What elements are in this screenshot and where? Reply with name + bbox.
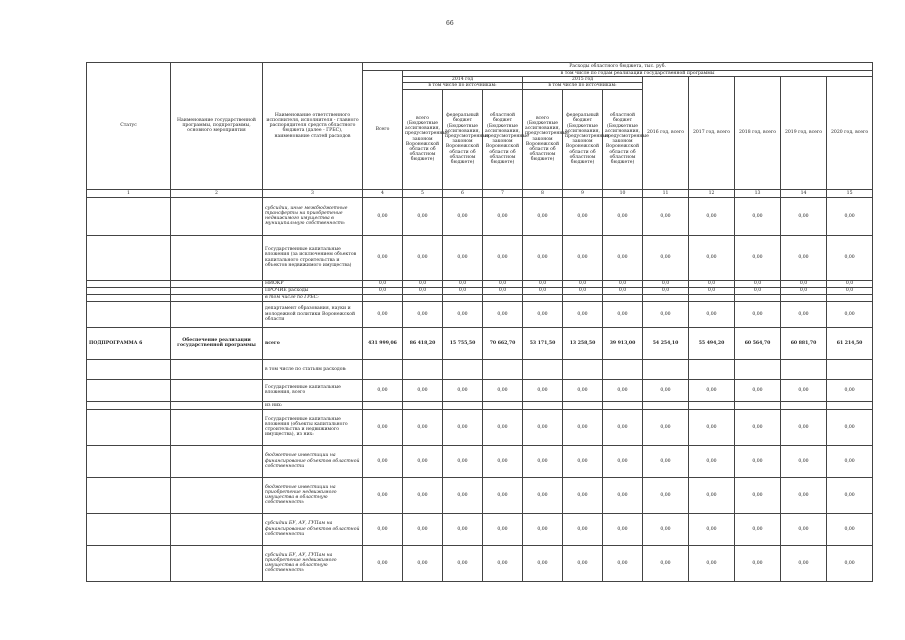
value-cell: 0,00: [483, 513, 523, 545]
value-cell: [563, 294, 603, 301]
value-cell: 0,00: [781, 445, 827, 477]
value-cell: 0,00: [689, 379, 735, 401]
status-cell: [87, 301, 171, 327]
value-cell: 0,00: [443, 409, 483, 445]
value-cell: [523, 401, 563, 409]
col-number: 3: [263, 189, 363, 197]
value-cell: 0,00: [735, 513, 781, 545]
value-cell: [781, 401, 827, 409]
expense-item-cell: субсидии, иные межбюджетные трансферты на приобретение недвижимого имущества в муниципальную собственность: [263, 197, 363, 235]
value-cell: 0,00: [689, 545, 735, 581]
value-cell: 0,0: [781, 280, 827, 287]
value-cell: 0,00: [563, 477, 603, 513]
value-cell: 0,00: [403, 379, 443, 401]
value-cell: 0,00: [483, 545, 523, 581]
value-cell: [827, 401, 873, 409]
value-cell: [603, 294, 643, 301]
expense-item-cell: Государственные капитальные вложения (за исключением объектов капитального строительства и объектов недвижимого имущества): [263, 235, 363, 280]
value-cell: 60 881,70: [781, 327, 827, 359]
value-cell: 0,00: [363, 477, 403, 513]
col-2014-regional-header: областной бюджет (Бюджетные ассигнования, предусмотренные законом Воронежской области об областном бюджете): [483, 89, 523, 189]
program-name-cell: [171, 545, 263, 581]
value-cell: 0,00: [523, 445, 563, 477]
program-name-cell: [171, 301, 263, 327]
table-row: [87, 327, 873, 359]
table-row: [87, 294, 873, 301]
status-cell: [87, 445, 171, 477]
value-cell: 0,00: [363, 197, 403, 235]
value-cell: 0,00: [643, 477, 689, 513]
col-number: 14: [781, 189, 827, 197]
col-number: 4: [363, 189, 403, 197]
value-cell: 0,00: [603, 235, 643, 280]
value-cell: 0,00: [827, 379, 873, 401]
expense-item-cell: из них:: [263, 401, 363, 409]
sources-2015-header: в том числе по источникам:: [523, 83, 643, 89]
table-row: [87, 235, 873, 280]
value-cell: 0,00: [403, 513, 443, 545]
value-cell: [643, 359, 689, 379]
value-cell: 0,0: [363, 287, 403, 294]
value-cell: [363, 359, 403, 379]
program-name-cell: [171, 287, 263, 294]
value-cell: 60 564,70: [735, 327, 781, 359]
value-cell: [483, 359, 523, 379]
value-cell: 53 171,50: [523, 327, 563, 359]
value-cell: 0,00: [735, 379, 781, 401]
value-cell: 0,00: [643, 409, 689, 445]
col-2015-total-header: всего (Бюджетные ассигнования, предусмотренные законом Воронежской области об областном бюджете): [523, 89, 563, 189]
expense-item-cell: в том числе по статьям расходов:: [263, 359, 363, 379]
value-cell: 0,00: [523, 477, 563, 513]
value-cell: 0,00: [603, 513, 643, 545]
value-cell: 0,00: [483, 197, 523, 235]
expense-item-cell: Государственные капитальные вложения, всего: [263, 379, 363, 401]
table-row: [87, 379, 873, 401]
col-total-header: Всего: [363, 71, 403, 190]
status-cell: [87, 545, 171, 581]
col-2015-federal-header: федеральный бюджет (Бюджетные ассигнования, предусмотренные законом Воронежской области об областном бюджете): [563, 89, 603, 189]
year-2014-header: 2014 год: [403, 77, 523, 83]
value-cell: 0,00: [403, 477, 443, 513]
value-cell: [563, 401, 603, 409]
col-number: 11: [643, 189, 689, 197]
value-cell: 0,00: [643, 235, 689, 280]
value-cell: 15 755,50: [443, 327, 483, 359]
value-cell: 0,00: [483, 445, 523, 477]
value-cell: 0,00: [483, 235, 523, 280]
status-cell: [87, 477, 171, 513]
expense-item-cell: Государственные капитальные вложения (объекты капитального строительства и недвижимого имущества), из них:: [263, 409, 363, 445]
value-cell: [483, 294, 523, 301]
value-cell: 0,0: [827, 280, 873, 287]
value-cell: 0,00: [523, 379, 563, 401]
value-cell: 0,00: [403, 545, 443, 581]
value-cell: 0,00: [603, 301, 643, 327]
col-responsible-header: Наименование ответственного исполнителя, исполнителя - главного распорядителя средств областного бюджета (далее - ГРБС), наименование статей расходов: [263, 63, 363, 190]
value-cell: 0,00: [523, 409, 563, 445]
expense-item-cell: департамент образования, науки и молодежной политики Воронежской области: [263, 301, 363, 327]
value-cell: 61 214,50: [827, 327, 873, 359]
value-cell: 0,00: [603, 477, 643, 513]
status-cell: [87, 294, 171, 301]
value-cell: 0,00: [523, 545, 563, 581]
table-row: [87, 513, 873, 545]
program-name-cell: [171, 379, 263, 401]
value-cell: 0,00: [563, 445, 603, 477]
status-cell: [87, 197, 171, 235]
value-cell: 0,00: [563, 513, 603, 545]
value-cell: 0,0: [735, 287, 781, 294]
value-cell: 0,00: [781, 235, 827, 280]
table-row: [87, 280, 873, 287]
value-cell: 0,00: [827, 513, 873, 545]
table-row: [87, 197, 873, 235]
col-2020-header: 2020 год, всего: [827, 77, 873, 189]
value-cell: [643, 401, 689, 409]
program-name-cell: [171, 445, 263, 477]
value-cell: 0,00: [523, 235, 563, 280]
expense-item-cell: ПРОЧИЕ расходы: [263, 287, 363, 294]
value-cell: 0,00: [827, 445, 873, 477]
table-row: [87, 545, 873, 581]
status-cell: [87, 409, 171, 445]
value-cell: 13 258,50: [563, 327, 603, 359]
value-cell: 0,00: [603, 445, 643, 477]
column-numbers-row: [87, 189, 873, 197]
value-cell: 0,00: [563, 301, 603, 327]
table-body: [87, 197, 873, 581]
status-cell: [87, 280, 171, 287]
value-cell: [483, 401, 523, 409]
value-cell: 0,00: [643, 301, 689, 327]
value-cell: 0,00: [827, 197, 873, 235]
col-number: 2: [171, 189, 263, 197]
value-cell: 0,0: [563, 280, 603, 287]
value-cell: 0,0: [443, 280, 483, 287]
col-2016-header: 2016 год, всего: [643, 77, 689, 189]
expense-item-cell: НИОКР: [263, 280, 363, 287]
value-cell: 55 494,20: [689, 327, 735, 359]
table-row: [87, 287, 873, 294]
value-cell: 0,00: [483, 477, 523, 513]
value-cell: 0,0: [689, 287, 735, 294]
table-row: [87, 445, 873, 477]
table-row: [87, 409, 873, 445]
value-cell: 0,00: [483, 379, 523, 401]
sources-2014-header: в том числе по источникам:: [403, 83, 523, 89]
col-number: 10: [603, 189, 643, 197]
status-cell: [87, 513, 171, 545]
value-cell: 70 662,70: [483, 327, 523, 359]
value-cell: 0,0: [523, 280, 563, 287]
status-cell: [87, 287, 171, 294]
value-cell: 0,00: [483, 409, 523, 445]
expense-item-cell: всего: [263, 327, 363, 359]
value-cell: 0,00: [735, 301, 781, 327]
value-cell: 0,00: [827, 235, 873, 280]
col-name-header: Наименование государственной программы, подпрограммы, основного мероприятия: [171, 63, 263, 190]
value-cell: [603, 401, 643, 409]
value-cell: 0,00: [403, 445, 443, 477]
value-cell: 0,00: [781, 409, 827, 445]
value-cell: 0,00: [643, 379, 689, 401]
col-2018-header: 2018 год, всего: [735, 77, 781, 189]
value-cell: 86 418,20: [403, 327, 443, 359]
value-cell: [827, 294, 873, 301]
value-cell: 0,00: [735, 235, 781, 280]
value-cell: 0,00: [603, 545, 643, 581]
value-cell: 0,00: [643, 513, 689, 545]
value-cell: 0,0: [781, 287, 827, 294]
value-cell: 0,00: [781, 513, 827, 545]
col-status-header: Статус: [87, 63, 171, 190]
value-cell: 0,00: [563, 197, 603, 235]
expenses-table: [86, 62, 873, 582]
value-cell: 0,0: [603, 280, 643, 287]
incl-program-header: в том числе по годам реализации государственной программы: [403, 71, 873, 77]
value-cell: 0,00: [603, 409, 643, 445]
program-name-cell: [171, 409, 263, 445]
value-cell: 0,00: [643, 197, 689, 235]
value-cell: 0,00: [403, 197, 443, 235]
value-cell: 0,00: [781, 477, 827, 513]
program-name-cell: Обеспечение реализации государственной программы: [171, 327, 263, 359]
value-cell: 0,0: [443, 287, 483, 294]
value-cell: [689, 294, 735, 301]
value-cell: 0,00: [735, 197, 781, 235]
value-cell: 0,00: [523, 301, 563, 327]
value-cell: 0,00: [827, 301, 873, 327]
table-row: [87, 477, 873, 513]
value-cell: 0,0: [643, 280, 689, 287]
value-cell: 0,0: [523, 287, 563, 294]
col-number: 13: [735, 189, 781, 197]
value-cell: 0,00: [781, 379, 827, 401]
value-cell: [781, 294, 827, 301]
value-cell: 0,00: [603, 379, 643, 401]
value-cell: 0,00: [363, 379, 403, 401]
page-number: 66: [446, 20, 454, 27]
expense-item-cell: субсидии БУ, АУ, ГУПам на приобретение недвижимого имущества в областную собственность: [263, 545, 363, 581]
col-2014-federal-header: федеральный бюджет (Бюджетные ассигнования, предусмотренные законом Воронежской области об областном бюджете): [443, 89, 483, 189]
value-cell: 0,00: [781, 545, 827, 581]
col-number: 15: [827, 189, 873, 197]
value-cell: 0,00: [563, 545, 603, 581]
expenses-title: Расходы областного бюджета, тыс. руб.: [363, 63, 873, 71]
value-cell: 0,00: [563, 409, 603, 445]
value-cell: 0,00: [443, 235, 483, 280]
value-cell: 0,00: [735, 445, 781, 477]
value-cell: [363, 401, 403, 409]
value-cell: 0,00: [523, 197, 563, 235]
status-cell: [87, 235, 171, 280]
value-cell: [403, 294, 443, 301]
value-cell: 0,00: [735, 409, 781, 445]
value-cell: [403, 359, 443, 379]
col-2015-regional-header: областной бюджет (Бюджетные ассигнования, предусмотренные законом Воронежской области об областном бюджете): [603, 89, 643, 189]
status-cell: [87, 359, 171, 379]
value-cell: [643, 294, 689, 301]
program-name-cell: [171, 513, 263, 545]
value-cell: 0,00: [563, 235, 603, 280]
col-number: 7: [483, 189, 523, 197]
value-cell: 0,00: [689, 197, 735, 235]
col-2017-header: 2017 год, всего: [689, 77, 735, 189]
expense-item-cell: в том числе по ГРБС:: [263, 294, 363, 301]
value-cell: 0,00: [689, 477, 735, 513]
program-name-cell: [171, 359, 263, 379]
value-cell: 0,00: [363, 409, 403, 445]
value-cell: 0,0: [403, 280, 443, 287]
value-cell: [363, 294, 403, 301]
value-cell: [689, 359, 735, 379]
value-cell: 0,00: [443, 197, 483, 235]
value-cell: 0,00: [827, 409, 873, 445]
program-name-cell: [171, 477, 263, 513]
expense-item-cell: бюджетные инвестиции на приобретение недвижимого имущества в областную собственность: [263, 477, 363, 513]
value-cell: [827, 359, 873, 379]
value-cell: 0,00: [443, 379, 483, 401]
value-cell: 39 913,00: [603, 327, 643, 359]
value-cell: 0,00: [689, 445, 735, 477]
value-cell: [689, 401, 735, 409]
value-cell: [523, 359, 563, 379]
value-cell: 0,00: [403, 235, 443, 280]
value-cell: 0,00: [689, 513, 735, 545]
table-row: [87, 359, 873, 379]
col-2019-header: 2019 год, всего: [781, 77, 827, 189]
value-cell: 0,00: [781, 197, 827, 235]
col-number: 1: [87, 189, 171, 197]
value-cell: [443, 359, 483, 379]
value-cell: 0,00: [689, 235, 735, 280]
table-row: [87, 401, 873, 409]
value-cell: [603, 359, 643, 379]
value-cell: 0,0: [603, 287, 643, 294]
program-name-cell: [171, 401, 263, 409]
value-cell: [735, 401, 781, 409]
value-cell: 54 254,10: [643, 327, 689, 359]
value-cell: 0,0: [483, 280, 523, 287]
value-cell: 0,00: [523, 513, 563, 545]
value-cell: 0,00: [827, 545, 873, 581]
value-cell: 0,0: [563, 287, 603, 294]
value-cell: 0,00: [603, 197, 643, 235]
value-cell: 0,00: [827, 477, 873, 513]
status-cell: ПОДПРОГРАММА 6: [87, 327, 171, 359]
value-cell: 0,00: [363, 235, 403, 280]
value-cell: 0,00: [643, 445, 689, 477]
col-number: 5: [403, 189, 443, 197]
value-cell: 431 999,06: [363, 327, 403, 359]
value-cell: [781, 359, 827, 379]
value-cell: [443, 401, 483, 409]
value-cell: 0,00: [735, 545, 781, 581]
value-cell: 0,00: [443, 545, 483, 581]
table-row: [87, 301, 873, 327]
expense-item-cell: субсидии БУ, АУ, ГУПам на финансирование объектов областной собственности: [263, 513, 363, 545]
value-cell: 0,0: [689, 280, 735, 287]
year-2015-header: 2015 год: [523, 77, 643, 83]
value-cell: [523, 294, 563, 301]
col-number: 12: [689, 189, 735, 197]
value-cell: 0,00: [363, 301, 403, 327]
value-cell: [735, 359, 781, 379]
status-cell: [87, 401, 171, 409]
value-cell: 0,00: [403, 409, 443, 445]
program-name-cell: [171, 197, 263, 235]
value-cell: 0,00: [443, 513, 483, 545]
value-cell: 0,00: [689, 301, 735, 327]
col-2014-total-header: всего (Бюджетные ассигнования, предусмотренные законом Воронежской области об областном бюджете): [403, 89, 443, 189]
value-cell: 0,00: [443, 445, 483, 477]
value-cell: 0,00: [363, 545, 403, 581]
value-cell: 0,00: [689, 409, 735, 445]
value-cell: [403, 401, 443, 409]
value-cell: 0,00: [735, 477, 781, 513]
value-cell: 0,00: [563, 379, 603, 401]
program-name-cell: [171, 294, 263, 301]
status-cell: [87, 379, 171, 401]
value-cell: [563, 359, 603, 379]
value-cell: 0,00: [443, 301, 483, 327]
col-number: 8: [523, 189, 563, 197]
value-cell: 0,00: [363, 513, 403, 545]
value-cell: [735, 294, 781, 301]
value-cell: [443, 294, 483, 301]
col-number: 6: [443, 189, 483, 197]
value-cell: 0,00: [403, 301, 443, 327]
value-cell: 0,00: [363, 445, 403, 477]
value-cell: 0,0: [483, 287, 523, 294]
value-cell: 0,00: [643, 545, 689, 581]
value-cell: 0,0: [363, 280, 403, 287]
value-cell: 0,0: [827, 287, 873, 294]
value-cell: 0,00: [781, 301, 827, 327]
value-cell: 0,00: [483, 301, 523, 327]
program-name-cell: [171, 235, 263, 280]
expense-item-cell: бюджетные инвестиции на финансирование объектов областной собственности: [263, 445, 363, 477]
value-cell: 0,0: [643, 287, 689, 294]
value-cell: 0,0: [403, 287, 443, 294]
value-cell: 0,00: [443, 477, 483, 513]
program-name-cell: [171, 280, 263, 287]
value-cell: 0,0: [735, 280, 781, 287]
col-number: 9: [563, 189, 603, 197]
